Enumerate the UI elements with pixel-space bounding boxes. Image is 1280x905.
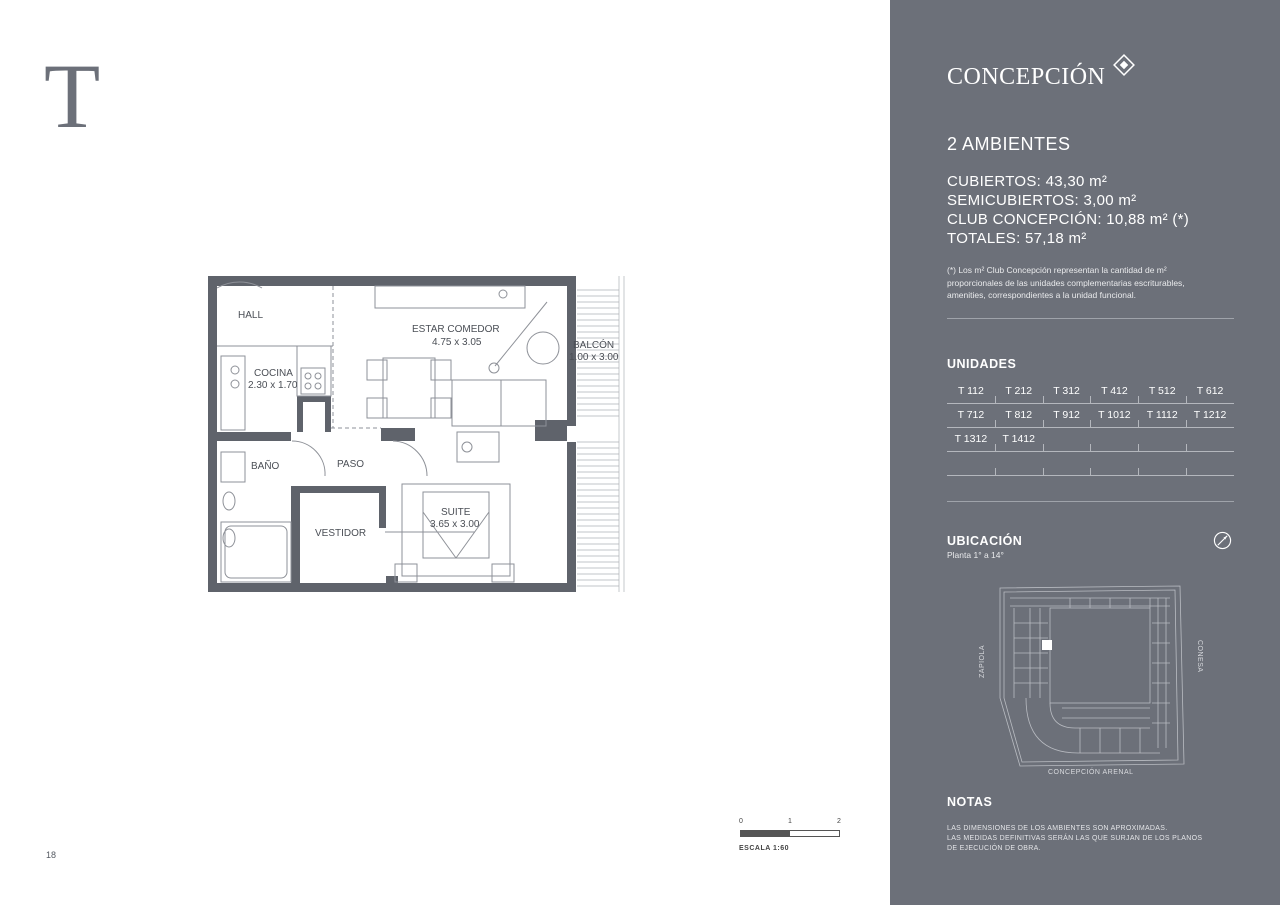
club-footnote: (*) Los m² Club Concepción representan la cantidad de m² proporcionales de las unidades complementarias escriturables, amenities, correspondientes a la unidad funcional. [947, 265, 1185, 300]
notas-title: NOTAS [947, 795, 993, 809]
street-bottom: CONCEPCIÓN ARENAL [1048, 769, 1134, 776]
scale-tick-2: 2 [837, 818, 841, 825]
scale-bar-graphic [740, 830, 840, 837]
brand-logo-text: CONCEPCIÓN [947, 64, 1106, 90]
unit-cell [1043, 452, 1091, 475]
diamond-logo-icon [1112, 53, 1136, 77]
unit-cell: T 712 [957, 409, 985, 421]
room-label-balcon: BALCÓN [573, 340, 615, 351]
unit-cell: T 112 [957, 385, 984, 397]
site-plan [970, 578, 1210, 783]
unit-cell [1090, 452, 1138, 475]
divider [947, 501, 1234, 502]
room-dims-estar: 4.75 x 3.05 [432, 337, 482, 348]
area-cubiertos: CUBIERTOS: 43,30 m² [947, 173, 1108, 190]
nota-line: DE EJECUCIÓN DE OBRA. [947, 845, 1041, 852]
walls [208, 276, 576, 592]
area-totales: TOTALES: 57,18 m² [947, 230, 1087, 247]
room-label-paso: PASO [337, 459, 365, 470]
room-label-estar: ESTAR COMEDOR [412, 324, 500, 335]
unit-cell: T 1212 [1186, 404, 1234, 427]
room-dims-cocina: 2.30 x 1.70 [248, 380, 298, 391]
tower-letter: T [44, 45, 101, 147]
ubicacion-title: UBICACIÓN [947, 534, 1023, 548]
units-row [947, 452, 1234, 476]
units-grid [947, 380, 1234, 476]
units-row [947, 404, 1234, 428]
unit-cell [1186, 452, 1234, 475]
unit-cell: T 512 [1138, 380, 1186, 403]
nota-line: LAS MEDIDAS DEFINITIVAS SERÁN LAS QUE SURJAN DE LOS PLANOS [947, 835, 1203, 842]
unit-cell: T 1012 [1090, 404, 1138, 427]
street-left: ZAPIOLA [979, 644, 986, 678]
unit-cell [947, 452, 995, 475]
right-panel [890, 0, 1280, 905]
unit-cell: T 1412 [995, 428, 1043, 451]
unit-cell: T 1312 [954, 433, 988, 445]
room-dims-balcon: 1.00 x 3.00 [569, 352, 619, 363]
unit-cell [1186, 428, 1234, 451]
unit-cell [1138, 452, 1186, 475]
scale-label: ESCALA 1:60 [739, 845, 789, 852]
page-number: 18 [46, 850, 57, 860]
units-row [947, 428, 1234, 452]
room-label-cocina: COCINA [254, 368, 293, 379]
balcony-hatch [577, 276, 624, 592]
unit-cell [995, 452, 1043, 475]
unit-cell: T 412 [1090, 380, 1138, 403]
unit-cell [1138, 428, 1186, 451]
room-dims-suite: 3.65 x 3.00 [430, 519, 480, 530]
unit-type: 2 AMBIENTES [947, 134, 1071, 154]
notas-text [947, 824, 1237, 854]
room-label-suite: SUITE [441, 507, 471, 518]
street-right: CONESA [1196, 640, 1203, 673]
unit-location-marker [1042, 640, 1052, 650]
divider [947, 318, 1234, 319]
compass-icon [1213, 531, 1232, 550]
scale-tick-1: 1 [788, 818, 792, 825]
unit-cell: T 312 [1043, 380, 1091, 403]
room-label-vestidor: VESTIDOR [315, 528, 367, 539]
nota-line: LAS DIMENSIONES DE LOS AMBIENTES SON APROXIMADAS. [947, 825, 1168, 832]
unit-cell: T 612 [1186, 380, 1234, 403]
unidades-title: UNIDADES [947, 357, 1017, 371]
unit-cell: T 912 [1043, 404, 1091, 427]
room-label-hall: HALL [238, 310, 264, 321]
floor-plan [205, 272, 635, 596]
units-row [947, 380, 1234, 404]
ubicacion-floors: Planta 1° a 14° [947, 550, 1004, 560]
room-label-bano: BAÑO [251, 461, 280, 472]
unit-cell: T 212 [995, 380, 1043, 403]
area-club: CLUB CONCEPCIÓN: 10,88 m² (*) [947, 211, 1190, 228]
scale-tick-0: 0 [739, 818, 743, 825]
unit-cell [1090, 428, 1138, 451]
areas-list [947, 172, 1189, 248]
area-semicubiertos: SEMICUBIERTOS: 3,00 m² [947, 192, 1137, 209]
scale-bar [738, 818, 848, 852]
unit-cell: T 1112 [1138, 404, 1186, 427]
unit-cell: T 812 [995, 404, 1043, 427]
unit-cell [1043, 428, 1091, 451]
